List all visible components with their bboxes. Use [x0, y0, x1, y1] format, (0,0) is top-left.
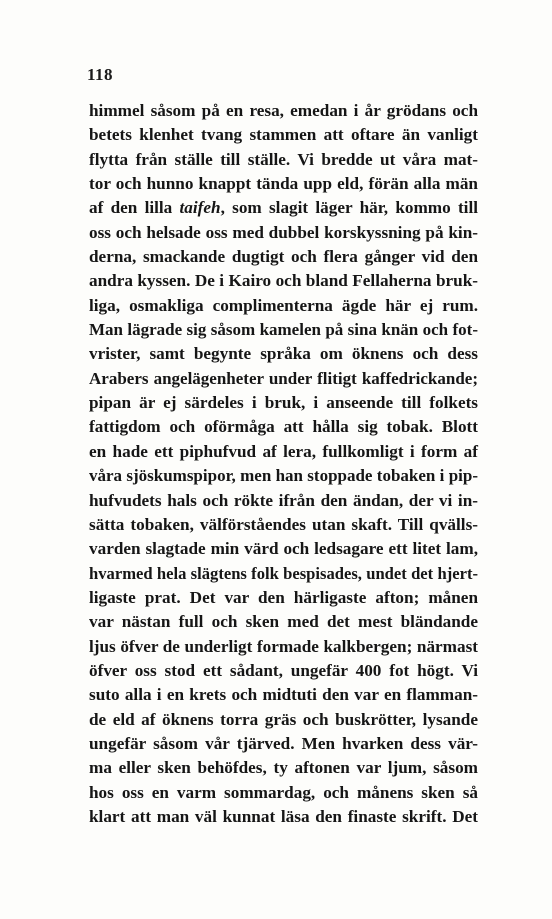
text-line: hvarmed hela slägtens folk bespisades, undet det hjert-	[89, 563, 478, 583]
text-line: en hade ett piphufvud af lera, fullkomligt i form af	[89, 441, 478, 461]
text-line: liga, osmakliga complimenterna ägde här ej rum.	[89, 295, 478, 315]
text-line: himmel såsom på en resa, emedan i år grödans och	[89, 101, 478, 120]
text-line: suto alla i en krets och midtuti den var en flamman-	[89, 685, 478, 705]
text-line: klart att man väl kunnat läsa den finaste skrift. Det	[89, 806, 478, 826]
italic-word: taifeh	[179, 198, 221, 218]
text-line: de eld af öknens torra gräs och buskrötter, lysande	[89, 709, 478, 729]
body-text	[89, 99, 478, 829]
text-line: flytta från ställe till ställe. Vi bredde ut våra mat-	[89, 149, 478, 169]
text-line: Man lägrade sig såsom kamelen på sina knän och fot-	[89, 320, 478, 340]
text-line: hos oss en varm sommardag, och månens sken så	[89, 782, 478, 802]
text-line: var nästan full och sken med det mest bländande	[89, 612, 478, 632]
text-line: tor och hunno knappt tända upp eld, förän alla män	[89, 174, 478, 194]
text-line: fattigdom och oförmåga att hålla sig tobak. Blott	[89, 417, 478, 437]
text-line: derna, smackande dugtigt och flera gånger vid den	[89, 247, 478, 267]
text-line: pipan är ej särdeles i bruk, i anseende till folkets	[89, 393, 478, 413]
text-line: betets klenhet tvang stammen att oftare än vanligt	[89, 125, 478, 145]
text-line: af den lilla taifeh, som slagit läger här, kommo till	[89, 198, 479, 218]
text-line: ljus öfver de underligt formade kalkbergen; närmast	[89, 636, 478, 656]
text-line: våra sjöskumspipor, men han stoppade tobaken i pip-	[89, 466, 478, 486]
text-line: oss och helsade oss med dubbel korskyssning på kin-	[89, 222, 478, 242]
text-line: ligaste prat. Det var den härligaste afton; månen	[89, 587, 478, 607]
text-line: ungefär såsom vår tjärved. Men hvarken dess vär-	[89, 733, 478, 753]
text-line: hufvudets hals och rökte ifrån den ändan, der vi in-	[89, 490, 478, 510]
text-line: andra kyssen. De i Kairo och bland Fellaherna bruk-	[89, 271, 478, 291]
text-line: öfver oss stod ett sådant, ungefär 400 fot högt. Vi	[89, 660, 478, 680]
text-line: varden slagtade min värd och ledsagare ett litet lam,	[89, 539, 478, 559]
text-line: Arabers angelägenheter under flitigt kaffedrickande;	[89, 368, 478, 388]
text-line: vrister, samt begynte språka om öknens och dess	[89, 344, 478, 364]
text-line: sätta tobaken, välförståendes utan skaft. Till qvälls-	[89, 514, 478, 534]
page-number: 118	[87, 65, 114, 84]
text-line: ma eller sken behöfdes, ty aftonen var ljum, såsom	[89, 758, 478, 778]
